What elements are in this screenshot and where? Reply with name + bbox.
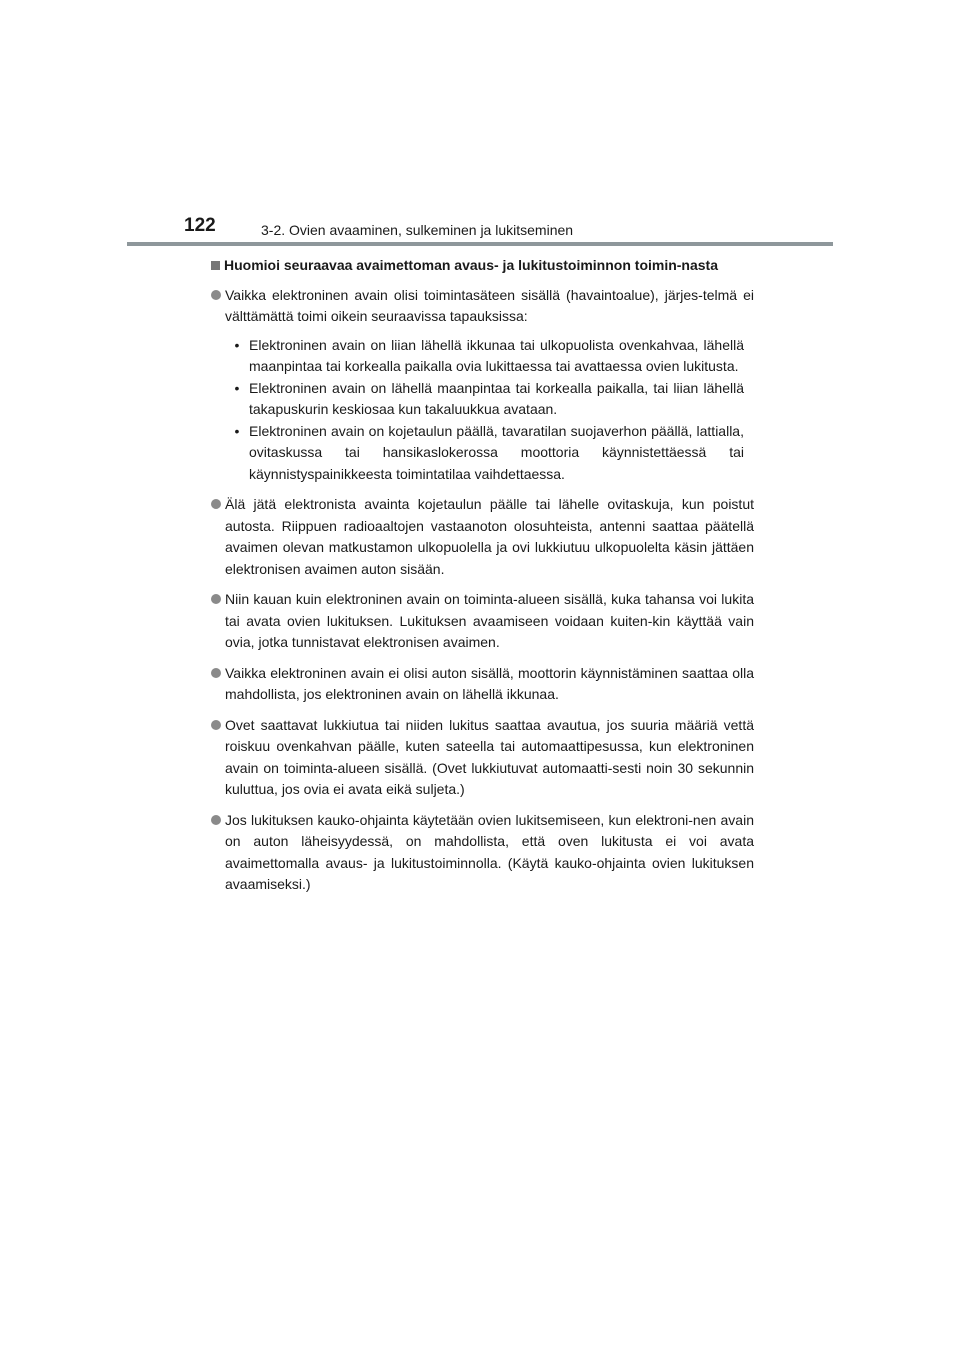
list-item bbox=[211, 494, 754, 580]
dot-bullet-icon: • bbox=[234, 379, 240, 396]
sub-list-item-text: Elektroninen avain on lähellä maanpintaa tai korkealla paikalla, tai liian lähellä takapuskurin keskiosaa kun takaluukkua avataan. bbox=[249, 379, 744, 417]
sub-list-item bbox=[225, 421, 754, 486]
sub-list bbox=[225, 335, 754, 486]
list-item-body bbox=[225, 589, 754, 654]
circle-bullet-icon bbox=[211, 594, 221, 604]
list-item-text: Jos lukituksen kauko-ohjainta käytetään ovien lukitsemiseen, kun elektroni-nen avain on auton läheisyydessä, on mahdollista, että oven lukitusta ei voi avata avaimettomalla avaus- ja lukitustoiminnolla. (Käytä kauko-ohjainta ovien lukituksen avaamiseksi.) bbox=[225, 811, 754, 892]
circle-bullet-icon bbox=[211, 720, 221, 730]
section-heading bbox=[211, 255, 754, 277]
list-item bbox=[211, 285, 754, 486]
list-item bbox=[211, 810, 754, 896]
list-item bbox=[211, 715, 754, 801]
list-item-text: Älä jätä elektronista avainta kojetaulun päälle tai lähelle ovitaskuja, kun poistut autosta. Riippuen radioaaltojen vastaanoton olosuhteista, antenni saattaa päätellä avaimen olevan matkustamon ulkopuolella ja ovi lukkiutuu ulkopuolelta käsin jättäen elektronisen avaimen auton sisään. bbox=[225, 496, 754, 577]
list-item bbox=[211, 663, 754, 706]
circle-bullet-icon bbox=[211, 668, 221, 678]
list-item-body bbox=[225, 715, 754, 801]
dot-bullet-icon: • bbox=[234, 422, 240, 439]
sub-list-item bbox=[225, 335, 754, 378]
dot-bullet-icon: • bbox=[234, 336, 240, 353]
list-item-text: Niin kauan kuin elektroninen avain on toiminta-alueen sisällä, kuka tahansa voi lukita tai avata ovien lukituksen. Lukituksen avaamiseen voidaan kuiten-kin käyttää vain ovia, jotka tunnistavat elektronisen avaimen. bbox=[225, 591, 754, 650]
circle-bullet-icon bbox=[211, 815, 221, 825]
sub-list-item bbox=[225, 378, 754, 421]
sub-list-item-text: Elektroninen avain on liian lähellä ikkunaa tai ulkopuolista ovenkahvaa, lähellä maanpintaa tai korkealla paikalla ovia lukittaessa tai avattaessa ovien lukitusta. bbox=[249, 336, 744, 374]
list-item-body bbox=[225, 285, 754, 486]
list-item-body bbox=[225, 810, 754, 896]
list-item-text: Vaikka elektroninen avain ei olisi auton sisällä, moottorin käynnistäminen saattaa olla mahdollista, jos elektroninen avain on lähellä ikkunaa. bbox=[225, 664, 754, 702]
list-item-text: Vaikka elektroninen avain olisi toimintasäteen sisällä (havaintoalue), järjes-telmä ei välttämättä toimi oikein seuraavissa tapauksissa: bbox=[225, 286, 754, 324]
list-item bbox=[211, 589, 754, 654]
section-title: 3-2. Ovien avaaminen, sulkeminen ja lukitseminen bbox=[261, 222, 574, 238]
main-content bbox=[211, 255, 754, 905]
circle-bullet-icon bbox=[211, 499, 221, 509]
list-item-body bbox=[225, 663, 754, 706]
header-rule bbox=[127, 242, 833, 246]
list-item-body bbox=[225, 494, 754, 580]
sub-list-item-text: Elektroninen avain on kojetaulun päällä, tavaratilan suojaverhon päällä, lattialla, ovitaskussa tai hansikaslokerossa moottoria käynnistettäessä tai käynnistyspainikkeesta toimintatilaa vaihdettaessa. bbox=[249, 422, 744, 482]
list-item-text: Ovet saattavat lukkiutua tai niiden lukitus saattaa avautua, jos suuria määriä vettä roiskuu ovenkahvan päälle, kuten sateella tai automaattipesussa, kun elektroninen avain on toiminta-alueen sisällä. (Ovet lukkiutuvat automaatti-sesti noin 30 sekunnin kuluttua, jos ovia ei avata eikä suljeta.) bbox=[225, 716, 754, 797]
page-number: 122 bbox=[184, 215, 216, 236]
square-bullet-icon bbox=[211, 261, 220, 270]
section-heading-text: Huomioi seuraavaa avaimettoman avaus- ja lukitustoiminnon toimin-nasta bbox=[224, 257, 719, 273]
circle-bullet-icon bbox=[211, 290, 221, 300]
